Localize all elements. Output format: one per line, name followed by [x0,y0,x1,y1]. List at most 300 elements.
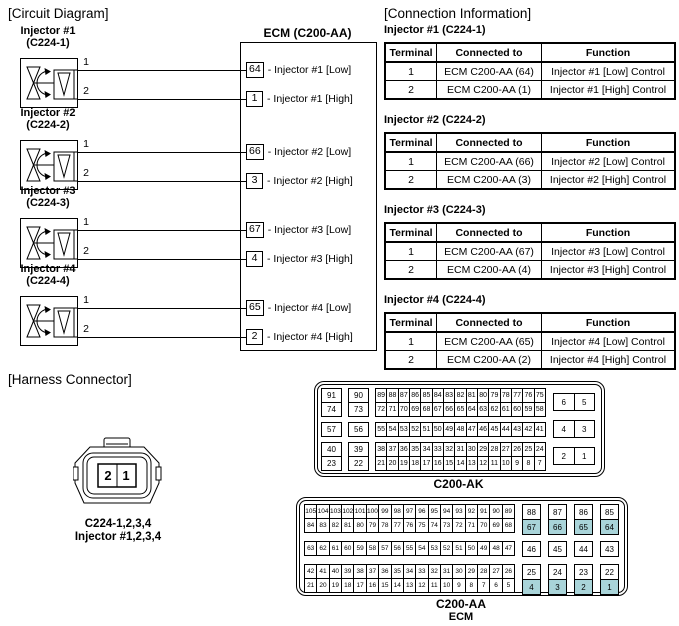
connector-c200-ak [314,381,605,477]
table-title: Injector #1 (C224-1) [384,24,486,36]
pin-cell: 38 [375,442,387,457]
ecm-terminal [246,173,353,189]
table-cell: 2 [385,261,437,280]
pin-cell: 18 [341,578,354,593]
pin-cell: 74 [428,518,441,533]
table-cell: ECM C200-AA (66) [437,152,542,171]
pin-cell: 9 [511,456,523,471]
pin-cell: 61 [329,541,342,556]
table-cell: Injector #2 [Low] Control [542,152,676,171]
pin-cell: 8 [465,578,478,593]
pin-cell: 52 [409,422,421,437]
pin-strip [375,442,546,457]
pin-strip [375,422,546,437]
ecm-terminal [246,222,351,238]
ecm-terminal-pin: 64 [246,62,264,78]
pin-cell: 59 [353,541,366,556]
ecm-terminal-pin: 4 [246,251,263,267]
pin-cell: 45 [553,544,562,554]
pin-cell: 37 [366,564,379,579]
connection-table-block [384,24,672,100]
table-row [385,242,675,261]
pin-cell: 27 [489,564,502,579]
table-cell: 2 [385,81,437,100]
pin-cell: 4 [523,579,540,594]
c200-aa-caption: C200-AA [435,597,486,611]
ecm-terminal-pin: 65 [246,300,264,316]
pin-cell: 52 [440,541,453,556]
table-cell: 2 [385,351,437,370]
pin-cell: 82 [454,388,466,403]
pin-cell: 42 [522,422,534,437]
pin-cell: 65 [575,519,592,534]
pin-cell: 4 [561,424,566,434]
pin-cell: 3 [549,579,566,594]
ecm-terminal-label: - Injector #3 [High] [267,253,353,265]
table-cell: ECM C200-AA (4) [437,261,542,280]
pin-cell: 31 [454,442,466,457]
pin-strip [304,564,515,579]
pin-cell: 87 [398,388,410,403]
injector-name: Injector #3 [20,185,76,197]
table-title: Injector #4 (C224-4) [384,294,486,306]
wire-number-label: 2 [83,85,89,97]
pin-cell: 2 [575,579,592,594]
pin-cell: 17 [353,578,366,593]
connection-table [384,312,676,370]
pin-cell: 44 [500,422,512,437]
connection-table-block [384,204,672,280]
wire [78,259,249,260]
pin-cell: 51 [420,422,432,437]
pin-cell: 85 [420,388,432,403]
pin-cell: 20 [386,456,398,471]
pin-cell: 79 [366,518,379,533]
harness-connector-drawing [73,436,163,510]
pin-cell: 81 [341,518,354,533]
pin-cell: 53 [398,422,410,437]
pin-cell: 60 [341,541,354,556]
pin-cell: 3 [574,421,595,437]
wire-number-label: 2 [83,167,89,179]
table-title: Injector #2 (C224-2) [384,114,486,126]
table-cell: 2 [385,171,437,190]
pin-cell: 64 [601,519,618,534]
pin-cell: 33 [415,564,428,579]
connection-table-block [384,114,672,190]
wire-number-label: 1 [83,294,89,306]
table-cell: 1 [385,152,437,171]
pin-strip [304,541,515,556]
pin-cell: 21 [304,578,317,593]
table-cell: Injector #2 [High] Control [542,171,676,190]
ecm-terminal [246,251,353,267]
pin-cell: 12 [477,456,489,471]
pin-cell: 84 [432,388,444,403]
ecm-terminal [246,300,351,316]
table-header-cell: Connected to [437,133,542,152]
harness-caption-connector: C224-1,2,3,4 [84,518,152,530]
pin-cell: 23 [579,567,588,577]
pin-cell: 23 [321,456,342,471]
pin-cell: 46 [527,544,536,554]
wire [78,337,249,338]
pin-cell: 6 [489,578,502,593]
ecm-terminal [246,62,351,78]
ecm-terminal-pin: 1 [246,91,263,107]
pin-cell: 22 [605,567,614,577]
pin-cell: 71 [386,402,398,417]
table-cell: 1 [385,62,437,81]
wire [78,181,249,182]
pin-pair-box [548,541,567,557]
pin-pair-box [522,564,541,595]
pin-cell: 94 [440,504,453,519]
pin-cell: 42 [304,564,317,579]
pin-cell: 47 [466,422,478,437]
pin-cell: 18 [409,456,421,471]
pin-cell: 73 [440,518,453,533]
pin-cell: 35 [409,442,421,457]
table-header-cell: Function [542,133,676,152]
pin-cell: 30 [466,442,478,457]
ecm-terminal-label: - Injector #2 [Low] [267,146,352,158]
pin-cell: 96 [415,504,428,519]
pin-cell: 86 [409,388,421,403]
pin-cell: 28 [477,564,490,579]
pin-cell: 68 [502,518,515,533]
pin-cell: 57 [321,422,342,437]
pin-cell: 39 [348,442,369,457]
pin-cell: 45 [488,422,500,437]
pin-cell: 66 [549,519,566,534]
table-title: Injector #3 (C224-3) [384,204,486,216]
ecm-terminal [246,144,351,160]
pin-cell: 2 [561,451,566,461]
pin-cell: 19 [398,456,410,471]
pin-cell: 84 [304,518,317,533]
pin-cell: 48 [454,422,466,437]
injector-connector-label: (C224-4) [26,275,70,287]
pin-cell: 49 [443,422,455,437]
pin-cell: 53 [428,541,441,556]
ecm-terminal-pin: 66 [246,144,264,160]
pin-cell: 89 [375,388,387,403]
wire-number-label: 1 [83,56,89,68]
pin-cell: 103 [329,504,342,519]
connection-information-heading: [Connection Information] [384,6,532,21]
pin-pair-box [574,564,593,595]
pin-cell: 66 [443,402,455,417]
pin-cell: 86 [579,507,588,517]
pin-cell: 14 [454,456,466,471]
pin-cell: 60 [511,402,523,417]
c200-ak-caption: C200-AK [433,477,484,491]
wire [78,230,249,231]
pin-cell: 99 [378,504,391,519]
pin-cell: 24 [534,442,546,457]
wire [78,152,249,153]
table-cell: ECM C200-AA (3) [437,171,542,190]
pin-pair-box [600,564,619,595]
table-cell: 1 [385,332,437,351]
pin-cell: 105 [304,504,317,519]
pin-cell: 24 [553,567,562,577]
pin-cell: 7 [477,578,490,593]
pin-cell: 63 [304,541,317,556]
pin-cell: 37 [386,442,398,457]
ecm-terminal-label: - Injector #4 [Low] [267,302,352,314]
connection-table [384,222,676,280]
pin-cell: 89 [502,504,515,519]
injector-symbol [20,218,78,268]
pin-pair-box [553,393,595,411]
connection-table [384,132,676,190]
pin-pair-box [574,504,593,535]
pin-cell: 17 [420,456,432,471]
pin-cell: 48 [489,541,502,556]
connection-table [384,42,676,100]
pin-pair-box [522,504,541,535]
pin-cell: 33 [432,442,444,457]
pin-strip [304,518,515,533]
injector-connector-label: (C224-3) [26,197,70,209]
pin-cell: 16 [432,456,444,471]
pin-cell: 80 [353,518,366,533]
pin-cell: 41 [316,564,329,579]
pin-strip [375,402,546,417]
table-cell: Injector #3 [High] Control [542,261,676,280]
pin-cell: 19 [329,578,342,593]
pin-cell: 29 [465,564,478,579]
table-row [385,152,675,171]
pin-cell: 1 [601,579,618,594]
pin-cell: 15 [443,456,455,471]
table-row [385,62,675,81]
pin-cell: 83 [316,518,329,533]
pin-strip [304,504,515,519]
injector-symbol [20,140,78,190]
table-header-cell: Connected to [437,223,542,242]
pin-cell: 26 [502,564,515,579]
ecm-terminal-pin: 3 [246,173,263,189]
pin-cell: 43 [605,544,614,554]
table-cell: Injector #3 [Low] Control [542,242,676,261]
pin-cell: 90 [348,388,369,403]
pin-pair-box [548,564,567,595]
pin-cell: 54 [415,541,428,556]
table-cell: Injector #4 [Low] Control [542,332,676,351]
pin-cell: 56 [348,422,369,437]
pin-cell: 22 [348,456,369,471]
pin-cell: 104 [316,504,329,519]
pin-cell: 101 [353,504,366,519]
pin-cell: 78 [500,388,512,403]
connector-tab-right [156,467,161,480]
pin-cell: 63 [477,402,489,417]
pin-cell: 88 [386,388,398,403]
pin-cell: 32 [443,442,455,457]
pin-cell: 13 [403,578,416,593]
pin-cell: 58 [534,402,546,417]
pin-pair-box [548,504,567,535]
pin-cell: 75 [415,518,428,533]
pin-cell: 69 [489,518,502,533]
pin-cell: 70 [477,518,490,533]
pin-cell: 8 [522,456,534,471]
pin-cell: 97 [403,504,416,519]
pin-cell: 54 [386,422,398,437]
pin-cell: 16 [366,578,379,593]
table-row [385,351,675,370]
wire-number-label: 1 [83,216,89,228]
pin-cell: 36 [398,442,410,457]
injector-symbol [20,58,78,108]
table-cell: 1 [385,242,437,261]
ecm-terminal [246,91,353,107]
pin-cell: 14 [391,578,404,593]
pin-cell: 51 [452,541,465,556]
pin-cell: 31 [440,564,453,579]
ecm-title: ECM (C200-AA) [263,26,352,40]
table-header-cell: Terminal [385,223,437,242]
pin-cell: 80 [477,388,489,403]
pin-cell: 102 [341,504,354,519]
pin-cell: 90 [489,504,502,519]
pin-cell: 26 [511,442,523,457]
pin-cell: 100 [366,504,379,519]
pin-cell: 78 [378,518,391,533]
pin-cell: 81 [466,388,478,403]
table-cell: ECM C200-AA (2) [437,351,542,370]
pin-cell: 59 [522,402,534,417]
table-row [385,332,675,351]
pin-cell: 85 [605,507,614,517]
table-header-cell: Terminal [385,313,437,332]
connection-tables [384,24,672,384]
pin-cell: 27 [500,442,512,457]
pin-cell: 64 [466,402,478,417]
pin-cell: 91 [321,388,342,403]
ecm-terminal-label: - Injector #2 [High] [267,175,353,187]
pin-cell: 29 [477,442,489,457]
harness-pin-1: 1 [122,468,130,483]
harness-pin-2: 2 [104,468,112,483]
pin-cell: 39 [341,564,354,579]
pin-cell: 65 [454,402,466,417]
wire [78,99,249,100]
pin-cell: 62 [488,402,500,417]
pin-pair-box [553,447,595,465]
ecm-terminal [246,329,353,345]
pin-cell: 73 [348,402,369,417]
pin-cell: 55 [375,422,387,437]
table-cell: Injector #4 [High] Control [542,351,676,370]
pin-cell: 72 [452,518,465,533]
pin-cell: 83 [443,388,455,403]
pin-cell: 43 [511,422,523,437]
ecm-terminal-label: - Injector #4 [High] [267,331,353,343]
pin-cell: 41 [534,422,546,437]
injector-name: Injector #1 [20,25,76,37]
pin-cell: 46 [477,422,489,437]
pin-cell: 10 [440,578,453,593]
pin-cell: 28 [488,442,500,457]
pin-cell: 55 [403,541,416,556]
wire-number-label: 2 [83,323,89,335]
pin-cell: 68 [420,402,432,417]
ecm-terminal-label: - Injector #1 [Low] [267,64,352,76]
pin-cell: 5 [574,394,595,410]
pin-pair-box [522,541,541,557]
pin-cell: 88 [527,507,536,517]
pin-cell: 72 [375,402,387,417]
pin-cell: 76 [403,518,416,533]
pin-cell: 76 [522,388,534,403]
pin-cell: 34 [420,442,432,457]
pin-cell: 11 [488,456,500,471]
pin-cell: 12 [415,578,428,593]
pin-cell: 40 [329,564,342,579]
table-header-cell: Function [542,43,676,62]
pin-cell: 10 [500,456,512,471]
table-header-cell: Function [542,313,676,332]
circuit-diagram-heading: [Circuit Diagram] [8,6,109,21]
injector-connector-label: (C224-1) [26,37,70,49]
pin-cell: 57 [378,541,391,556]
pin-cell: 25 [527,567,536,577]
pin-cell: 20 [316,578,329,593]
c200-aa-ecm-caption: ECM [448,611,474,623]
pin-cell: 61 [500,402,512,417]
connection-table-block [384,294,672,370]
pin-cell: 32 [428,564,441,579]
pin-strip [375,388,546,403]
pin-pair-box [553,420,595,438]
table-header-cell: Connected to [437,313,542,332]
ecm-terminal-pin: 2 [246,329,263,345]
pin-cell: 79 [488,388,500,403]
pin-cell: 77 [511,388,523,403]
ecm-terminal-pin: 67 [246,222,264,238]
pin-cell: 82 [329,518,342,533]
wire-number-label: 1 [83,138,89,150]
pin-cell: 21 [375,456,387,471]
pin-cell: 35 [391,564,404,579]
pin-cell: 91 [477,504,490,519]
pin-cell: 67 [523,519,540,534]
table-cell: ECM C200-AA (67) [437,242,542,261]
pin-pair-box [600,504,619,535]
table-row [385,81,675,100]
pin-cell: 98 [391,504,404,519]
pin-cell: 47 [502,541,515,556]
pin-cell: 87 [553,507,562,517]
table-cell: Injector #1 [High] Control [542,81,676,100]
table-row [385,171,675,190]
pin-cell: 30 [452,564,465,579]
pin-cell: 56 [391,541,404,556]
ecm-terminal-label: - Injector #3 [Low] [267,224,352,236]
pin-cell: 40 [321,442,342,457]
pin-pair-box [600,541,619,557]
pin-cell: 7 [534,456,546,471]
pin-cell: 93 [452,504,465,519]
harness-caption-injectors: Injector #1,2,3,4 [74,531,162,543]
ecm-terminal-label: - Injector #1 [High] [267,93,353,105]
table-cell: ECM C200-AA (1) [437,81,542,100]
pin-cell: 50 [465,541,478,556]
